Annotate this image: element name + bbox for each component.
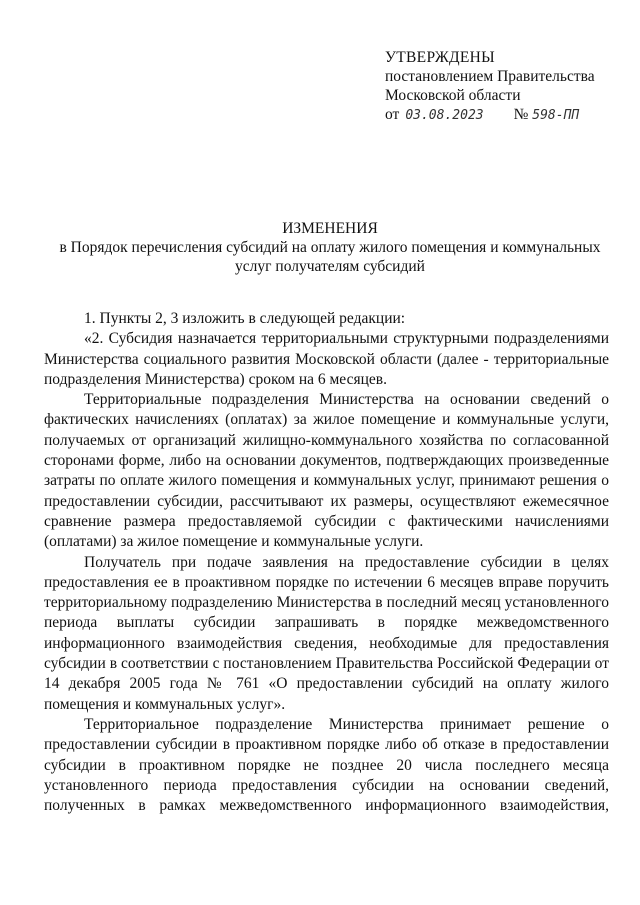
approval-date-line [385, 105, 595, 125]
title-heading: ИЗМЕНЕНИЯ [282, 220, 378, 237]
approval-stamp [385, 48, 595, 125]
paragraph: Получатель при подаче заявления на предоставление субсидии в целях предоставления ее в проактивном порядке по истечении 6 месяцев вправе поручить территориальному подразделению Министерства в последний месяц установленного периода выплаты субсидии запрашивать в порядке межведомственного информационного взаимодействия сведения, необходимые для предоставления субсидии в соответствии с постановлением Правительства Российской Федерации от 14 декабря 2005 года № 761 «О предоставлении субсидий на оплату жилого помещения и коммунальных услуг». [44, 553, 609, 713]
document-body [44, 309, 609, 816]
title-subtitle: в Порядок перечисления субсидий на оплату жилого помещения и коммунальных услуг получателям субсидий [59, 239, 601, 275]
number-prefix: № [513, 106, 529, 123]
approval-number: 598-ПП [532, 108, 580, 123]
paragraph: 1. Пункты 2, 3 изложить в следующей редакции: [84, 310, 406, 327]
approval-heading: УТВЕРЖДЕНЫ [385, 49, 495, 66]
paragraph: «2. Субсидия назначается территориальными структурными подразделениями Министерства социального развития Московской области (далее - территориальные подразделения Министерства) сроком на 6 месяцев. [44, 330, 609, 388]
approval-line-1: постановлением Правительства [385, 68, 595, 85]
date-prefix: от [385, 106, 400, 123]
approval-date: 03.08.2023 [405, 108, 484, 123]
approval-line-2: Московской области [385, 87, 521, 104]
paragraph: Территориальное подразделение Министерства принимает решение о предоставлении субсидии в проактивном порядке либо об отказе в предоставлении субсидии в проактивном порядке не позднее 20 числа последнего месяца установленного периода предоставления субсидии на основании сведений, полученных в рамках межведомственного информационного взаимодействия, [44, 715, 609, 815]
document-title [40, 219, 620, 276]
paragraph: Территориальные подразделения Министерства на основании сведений о фактических начислениях (оплатах) за жилое помещение и коммунальные услуги, получаемых от организаций жилищно-коммунального хозяйства по согласованной сторонами форме, либо на основании документов, подтверждающих произведенные затраты по оплате жилого помещения и коммунальных услуг, принимают решения о предоставлении субсидии, рассчитывают их размеры, осуществляют ежемесячное сравнение размера предоставляемой субсидии с фактическими начислениями (оплатами) за жилое помещение и коммунальные услуги. [44, 391, 609, 551]
